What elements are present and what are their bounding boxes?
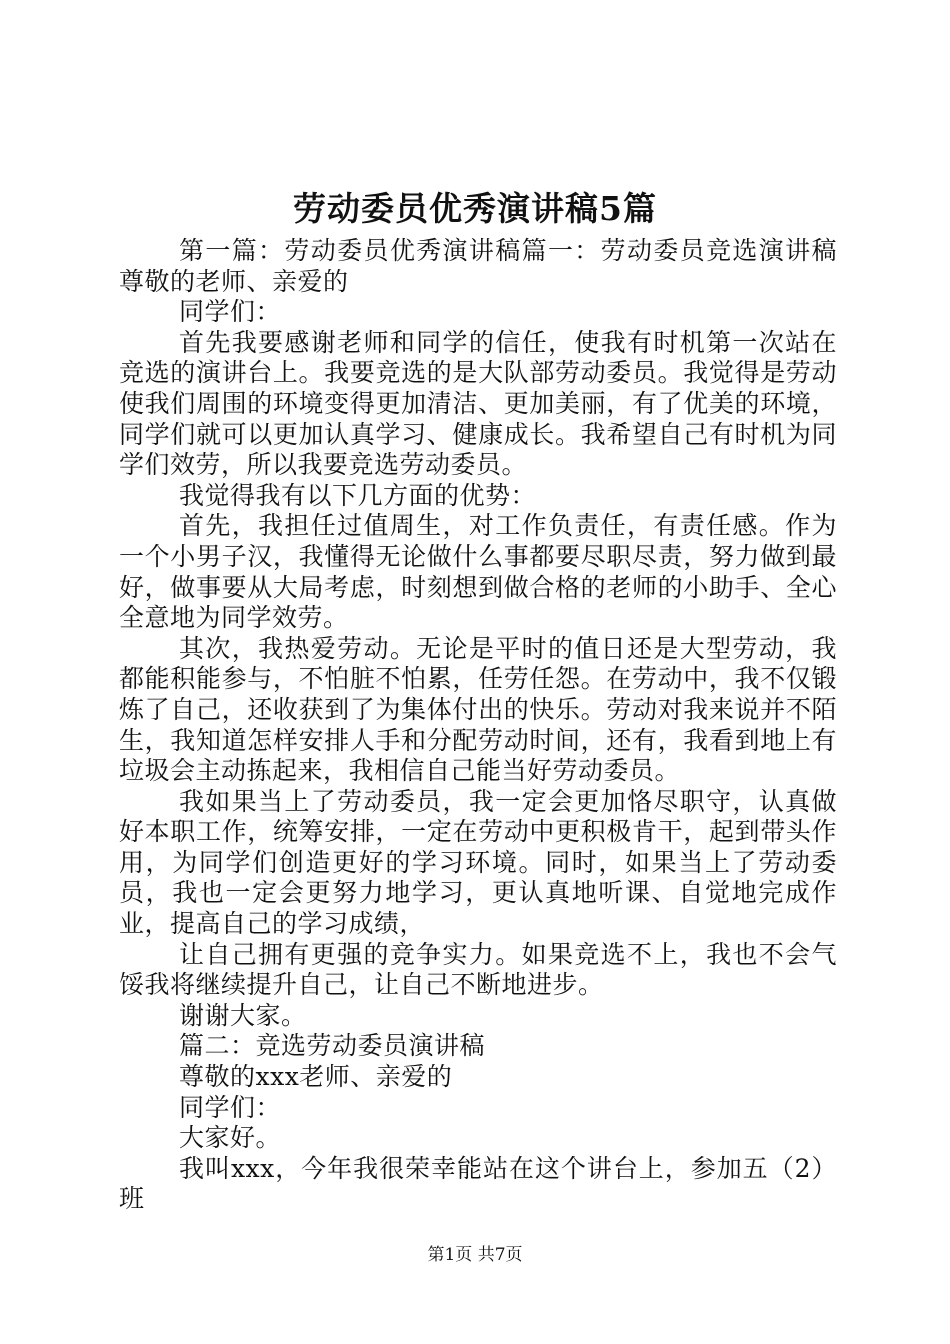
paragraph: 同学们： (179, 297, 282, 327)
paragraph: 同学们： (179, 1092, 282, 1122)
document-body (119, 236, 837, 1215)
paragraph: 让自己拥有更强的竞争实力。如果竞选不上，我也不会气馁我将继续提升自己，让自己不断地进步。 (119, 939, 837, 1000)
paragraph: 首先我要感谢老师和同学的信任，使我有时机第一次站在竞选的演讲台上。我要竞选的是大队部劳动委员。我觉得是劳动使我们周围的环境变得更加清洁、更加美丽，有了优美的环境，同学们就可以更加认真学习、健康成长。我希望自己有时机为同学们效劳，所以我要竞选劳动委员。 (119, 327, 837, 480)
document-title: 劳动委员优秀演讲稿5篇 (293, 189, 657, 228)
paragraph: 尊敬的xxx老师、亲爱的 (179, 1062, 453, 1092)
paragraph: 我如果当上了劳动委员，我一定会更加恪尽职守，认真做好本职工作，统筹安排，一定在劳动中更积极肯干，起到带头作用，为同学们创造更好的学习环境。同时，如果当上了劳动委员，我也一定会更努力地学习，更认真地听课、自觉地完成作业，提高自己的学习成绩， (119, 786, 837, 939)
paragraph: 篇二：竞选劳动委员演讲稿 (179, 1031, 486, 1061)
paragraph: 谢谢大家。 (179, 1000, 307, 1030)
page-number-footer: 第1页 共7页 (427, 1245, 523, 1265)
paragraph: 我叫xxx，今年我很荣幸能站在这个讲台上，参加五（2）班 (119, 1153, 837, 1214)
paragraph: 其次，我热爱劳动。无论是平时的值日还是大型劳动，我都能积能参与，不怕脏不怕累，任劳任怨。在劳动中，我不仅锻炼了自己，还收获到了为集体付出的快乐。劳动对我来说并不陌生，我知道怎样安排人手和分配劳动时间，还有，我看到地上有垃圾会主动拣起来，我相信自己能当好劳动委员。 (119, 633, 837, 786)
paragraph: 第一篇：劳动委员优秀演讲稿篇一：劳动委员竞选演讲稿尊敬的老师、亲爱的 (119, 236, 837, 296)
paragraph: 大家好。 (179, 1123, 282, 1153)
paragraph: 我觉得我有以下几方面的优势： (179, 480, 537, 510)
paragraph: 首先，我担任过值周生，对工作负责任，有责任感。作为一个小男子汉，我懂得无论做什么事都要尽职尽责，努力做到最好，做事要从大局考虑，时刻想到做合格的老师的小助手、全心全意地为同学效劳。 (119, 511, 837, 633)
